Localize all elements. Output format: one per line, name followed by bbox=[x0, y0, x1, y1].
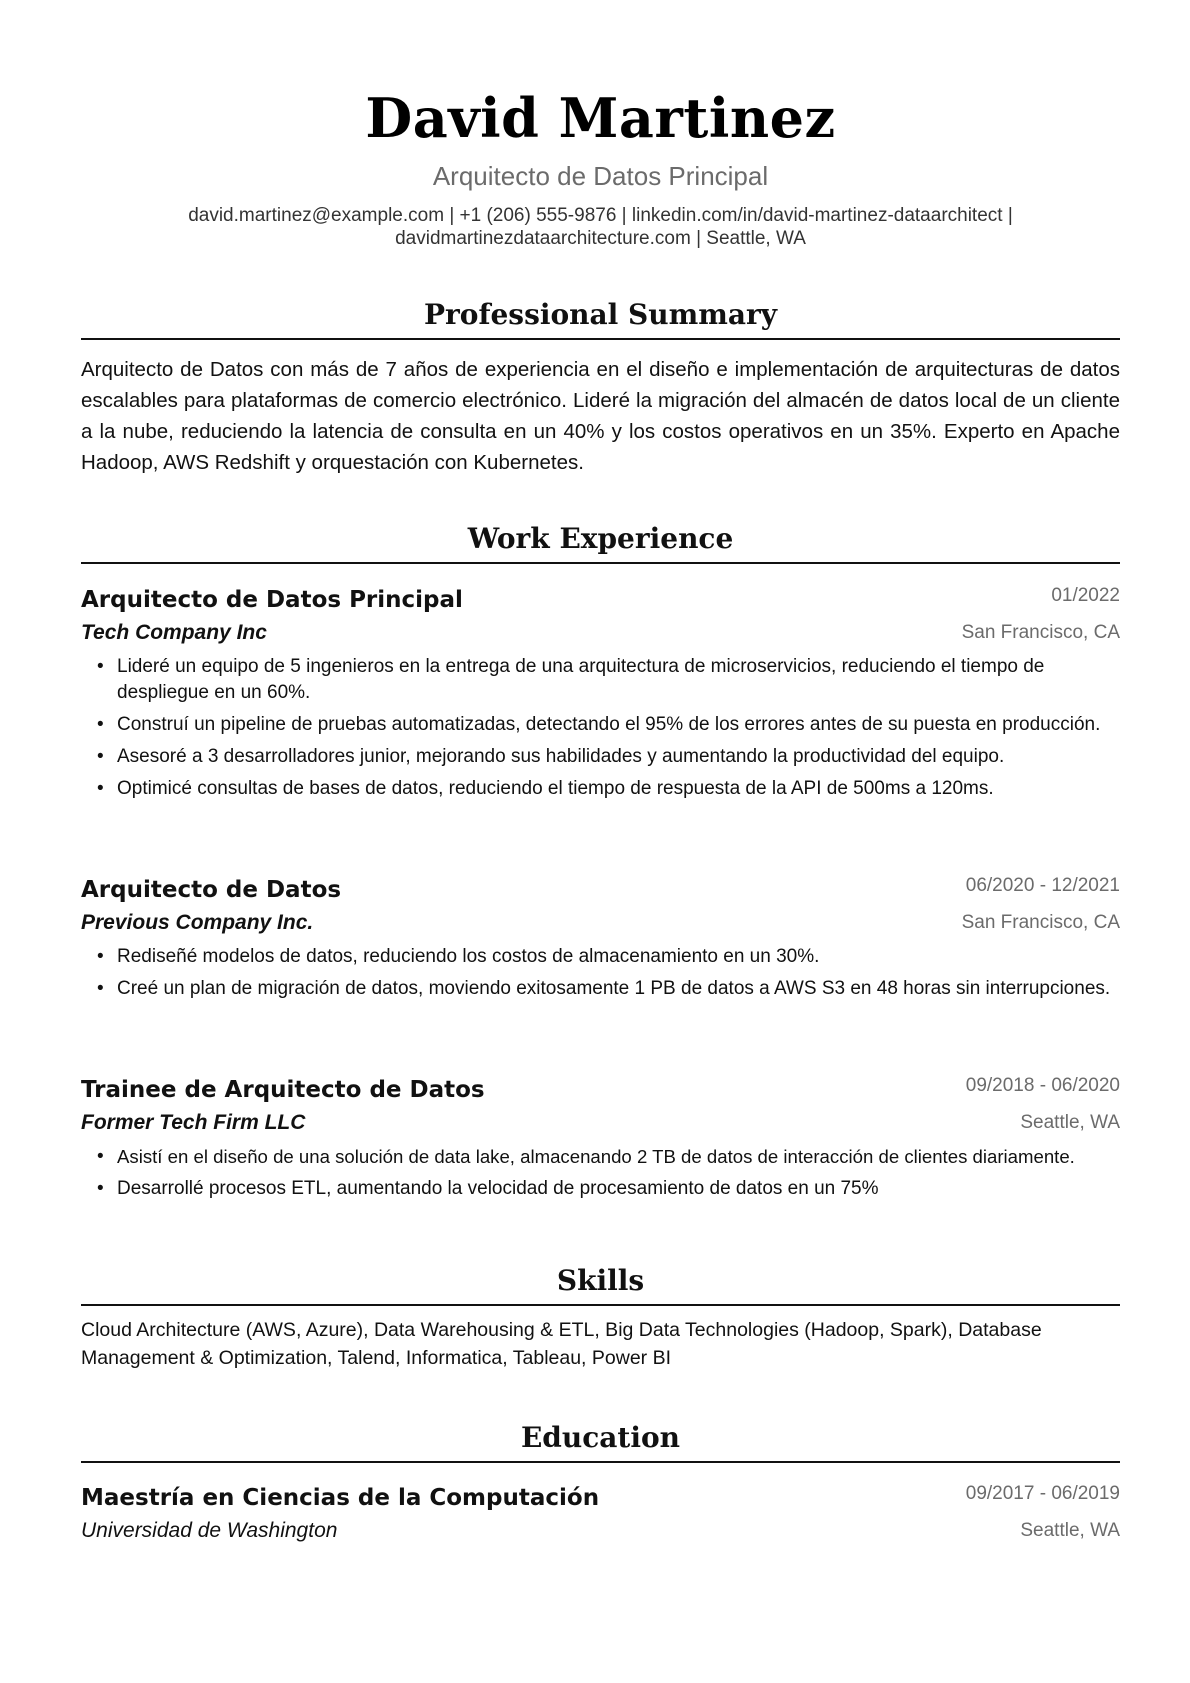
summary-section bbox=[81, 296, 1120, 478]
job-title: Arquitecto de Datos bbox=[81, 877, 342, 903]
contact-line-2: davidmartinezdataarchitecture.com | Seattle, WA bbox=[395, 228, 806, 249]
job-bullet: • Desarrollé procesos ETL, aumentando la velocidad de procesamiento de datos en un 75% bbox=[117, 1176, 1120, 1202]
education-heading: Education bbox=[81, 1419, 1120, 1463]
job-entry bbox=[81, 582, 1120, 808]
job-bullets bbox=[81, 944, 1120, 1002]
resume-header bbox=[81, 0, 1120, 250]
contact-line-1: david.martinez@example.com | +1 (206) 555-9876 | linkedin.com/in/david-martinez-dataarchitect | bbox=[188, 205, 1013, 226]
candidate-title: Arquitecto de Datos Principal bbox=[432, 161, 769, 191]
job-location: San Francisco, CA bbox=[961, 912, 1120, 933]
job-entry bbox=[81, 1072, 1120, 1208]
company-name: Previous Company Inc. bbox=[81, 911, 314, 934]
job-entry bbox=[81, 872, 1120, 1008]
school-name: Universidad de Washington bbox=[81, 1519, 338, 1542]
experience-heading: Work Experience bbox=[81, 520, 1120, 564]
summary-heading: Professional Summary bbox=[81, 296, 1120, 340]
contact-info bbox=[81, 204, 1120, 250]
job-bullet: • Creé un plan de migración de datos, moviendo exitosamente 1 PB de datos a AWS S3 en 48 horas sin interrupciones. bbox=[117, 976, 1120, 1002]
skills-section bbox=[81, 1262, 1120, 1372]
skills-heading: Skills bbox=[81, 1262, 1120, 1306]
degree-title: Maestría en Ciencias de la Computación bbox=[81, 1485, 600, 1511]
education-location: Seattle, WA bbox=[1020, 1520, 1120, 1541]
experience-section bbox=[81, 520, 1120, 564]
job-bullet: • Construí un pipeline de pruebas automatizadas, detectando el 95% de los errores antes de su puesta en producción. bbox=[117, 712, 1120, 738]
job-bullet: • Rediseñé modelos de datos, reduciendo los costos de almacenamiento en un 30%. bbox=[117, 944, 1120, 970]
summary-text: Arquitecto de Datos con más de 7 años de experiencia en el diseño e implementación de arquitecturas de datos escalables para plataformas de comercio electrónico. Lideré la migración del almacén de datos local de un cliente a la nube, reduciendo la latencia de consulta en un 40% y los costos operativos en un 35%. Experto en Apache Hadoop, AWS Redshift y orquestación con Kubernetes. bbox=[81, 358, 1120, 474]
job-title: Trainee de Arquitecto de Datos bbox=[81, 1077, 485, 1103]
education-entry bbox=[81, 1480, 1120, 1546]
job-bullets bbox=[81, 1144, 1120, 1202]
job-title: Arquitecto de Datos Principal bbox=[81, 587, 463, 613]
job-location: Seattle, WA bbox=[1020, 1112, 1120, 1133]
job-date: 06/2020 - 12/2021 bbox=[965, 875, 1120, 896]
job-date: 01/2022 bbox=[1051, 585, 1120, 606]
job-bullet: • Optimicé consultas de bases de datos, reduciendo el tiempo de respuesta de la API de 500ms a 120ms. bbox=[117, 776, 1120, 802]
job-bullet: • Lideré un equipo de 5 ingenieros en la entrega de una arquitectura de microservicios, reduciendo el tiempo de despliegue en un 60%. bbox=[117, 654, 1120, 706]
education-section bbox=[81, 1419, 1120, 1463]
resume-page bbox=[81, 0, 1120, 1542]
job-date: 09/2018 - 06/2020 bbox=[965, 1075, 1120, 1096]
skills-text: Cloud Architecture (AWS, Azure), Data Warehousing & ETL, Big Data Technologies (Hadoop, Spark), Database Management & Optimization, Talend, Informatica, Tableau, Power BI bbox=[81, 1319, 1042, 1369]
job-bullets bbox=[81, 654, 1120, 802]
company-name: Former Tech Firm LLC bbox=[81, 1111, 306, 1134]
job-bullet: • Asistí en el diseño de una solución de data lake, almacenando 2 TB de datos de interacción de clientes diariamente. bbox=[117, 1144, 1120, 1170]
education-date: 09/2017 - 06/2019 bbox=[965, 1483, 1120, 1504]
job-bullet: • Asesoré a 3 desarrolladores junior, mejorando sus habilidades y aumentando la productividad del equipo. bbox=[117, 744, 1120, 770]
candidate-name: David Martinez bbox=[365, 86, 836, 150]
job-location: San Francisco, CA bbox=[961, 622, 1120, 643]
company-name: Tech Company Inc bbox=[81, 621, 267, 644]
